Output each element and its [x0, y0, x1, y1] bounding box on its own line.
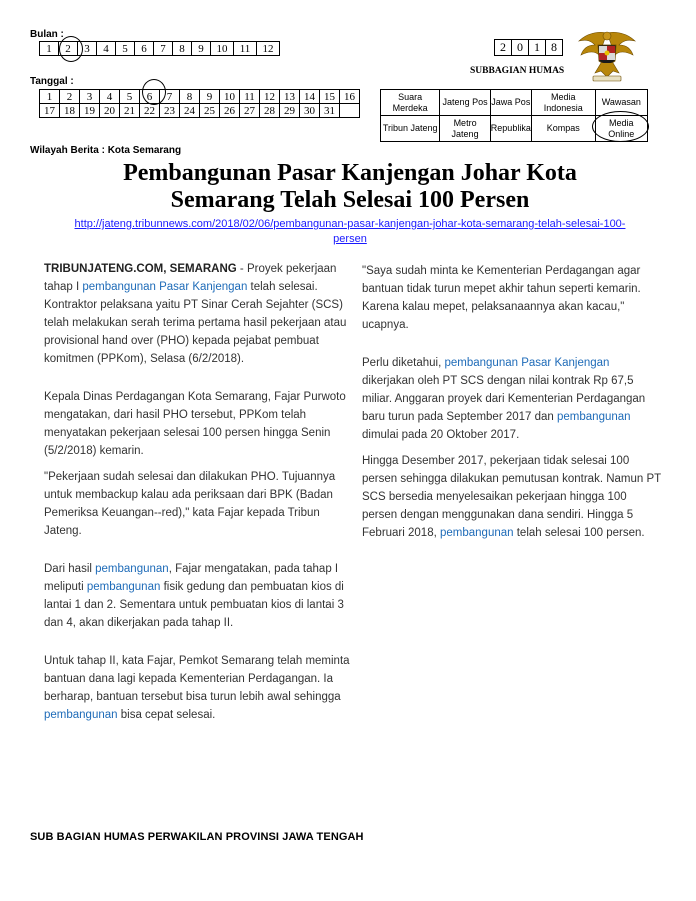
day-cell-10: 10: [220, 90, 240, 104]
article-url-link[interactable]: [30, 217, 670, 247]
paragraph-7: Perlu diketahui, pembangunan Pasar Kanjengan dikerjakan oleh PT SCS dengan nilai kontrak Rp 67,5 miliar. Anggaran proyek dari Kementerian Perdagangan baru turun pada September 2017 dan pembangunan dimulai pada 20 Oktober 2017.: [362, 357, 646, 441]
day-cell-17: 17: [40, 104, 60, 118]
media-cell-jawa-pos: Jawa Pos: [490, 90, 531, 116]
month-cell-6: 6: [135, 42, 154, 56]
paragraph-1: TRIBUNJATENG.COM, SEMARANG - Proyek pekerjaan tahap I pembangunan Pasar Kanjengan telah selesai. Kontraktor pelaksana yaitu PT Sinar Cerah Sejahter (SCS) telah melakukan serah terima pertama hasil pekerjaan atau provisional hand over (PHO) kepada pejabat pembuat komitmen (PPKom), Selasa (6/2/2018).: [44, 263, 347, 365]
media-cell-metro-jateng: Metro Jateng: [440, 116, 490, 142]
pembangunan-link[interactable]: pembangunan: [44, 709, 118, 721]
day-cell-11: 11: [240, 90, 260, 104]
selected-month-circle: [59, 36, 83, 62]
day-cell-7: 7: [160, 90, 180, 104]
month-cell-3: 3: [78, 42, 97, 56]
paragraph-8: Hingga Desember 2017, pekerjaan tidak selesai 100 persen sehingga dilakukan pemutusan kontrak. Namun PT SCS bersedia menyelesaikan pekerjaan hingga 100 persen dengan menggunakan dana sendiri. Hingga 5 Februari 2018, pembangunan telah selesai 100 persen.: [362, 455, 661, 539]
day-cell-31: 31: [320, 104, 340, 118]
pembangunan-link[interactable]: pembangunan: [95, 563, 169, 575]
article-right-column: [362, 262, 662, 542]
day-cell-21: 21: [120, 104, 140, 118]
day-cell-30: 30: [300, 104, 320, 118]
month-cell-10: 10: [211, 42, 234, 56]
title-line-2: Semarang Telah Selesai 100 Persen: [170, 187, 530, 213]
media-cell-kompas: Kompas: [531, 116, 595, 142]
media-cell-wawasan: Wawasan: [595, 90, 647, 116]
media-cell-media-indonesia: Media Indonesia: [531, 90, 595, 116]
selected-day-circle: [142, 79, 166, 105]
wilayah-berita: Wilayah Berita : Kota Semarang: [30, 145, 182, 156]
day-cell-26: 26: [220, 104, 240, 118]
day-cell-1: 1: [40, 90, 60, 104]
day-cell-14: 14: [300, 90, 320, 104]
article-left-column: [44, 260, 356, 724]
month-cell-11: 11: [234, 42, 257, 56]
month-cell-8: 8: [173, 42, 192, 56]
title-line-1: Pembangunan Pasar Kanjengan Johar Kota: [123, 160, 577, 186]
month-cell-12: 12: [257, 42, 280, 56]
footer-text: SUB BAGIAN HUMAS PERWAKILAN PROVINSI JAWA TENGAH: [30, 831, 364, 843]
year-digit-3: 8: [546, 40, 563, 56]
day-cell-16: 16: [340, 90, 360, 104]
day-cell-18: 18: [60, 104, 80, 118]
url-line-1[interactable]: http://jateng.tribunnews.com/2018/02/06/pembangunan-pasar-kanjengan-johar-kota-semarang-telah-selesai-100-: [74, 218, 626, 230]
selected-media-circle: [592, 111, 649, 142]
garuda-emblem-icon: [577, 27, 637, 85]
media-cell-tribun-jateng: Tribun Jateng: [381, 116, 440, 142]
year-digit-1: 0: [512, 40, 529, 56]
article-title: [40, 160, 660, 214]
paragraph-5: Untuk tahap II, kata Fajar, Pemkot Semarang telah meminta bantuan dana lagi kepada Kementerian Perdagangan. Ia berharap, bantuan tersebut bisa turun lebih awal sehingga pembangunan bisa cepat selesai.: [44, 655, 350, 721]
day-cell-empty: [340, 104, 360, 118]
pembangunan-link[interactable]: pembangunan: [440, 527, 514, 539]
year-box: [494, 39, 563, 56]
day-cell-2: 2: [60, 90, 80, 104]
pasar-kanjengan-link[interactable]: pembangunan Pasar Kanjengan: [444, 357, 610, 369]
day-cell-24: 24: [180, 104, 200, 118]
year-digit-2: 1: [529, 40, 546, 56]
url-line-2[interactable]: persen: [333, 233, 367, 245]
day-cell-15: 15: [320, 90, 340, 104]
day-cell-23: 23: [160, 104, 180, 118]
day-cell-29: 29: [280, 104, 300, 118]
day-cell-9: 9: [200, 90, 220, 104]
month-cell-5: 5: [116, 42, 135, 56]
month-cell-1: 1: [40, 42, 59, 56]
paragraph-6: "Saya sudah minta ke Kementerian Perdagangan agar bantuan tidak turun mepet akhir tahun seperti kemarin. Karena kalau mepet, pelaksanaannya akan kacau," ucapnya.: [362, 265, 641, 331]
month-cell-9: 9: [192, 42, 211, 56]
media-cell-suara-merdeka: Suara Merdeka: [381, 90, 440, 116]
day-cell-22: 22: [140, 104, 160, 118]
pasar-kanjengan-link[interactable]: pembangunan Pasar Kanjengan: [82, 281, 248, 293]
day-cell-4: 4: [100, 90, 120, 104]
media-cell-republika: Republika: [490, 116, 531, 142]
day-cell-20: 20: [100, 104, 120, 118]
paragraph-3: "Pekerjaan sudah selesai dan dilakukan PHO. Tujuannya untuk membackup kalau ada periksaan dari BPK (Badan Pemeriksa Keuangan--red)," kata Fajar kepada Tribun Jateng.: [44, 471, 336, 537]
paragraph-4: Dari hasil pembangunan, Fajar mengatakan, pada tahap I meliputi pembangunan fisik gedung dan pembuatan kios di lantai 1 dan 2. Sementara untuk pembuatan kios di lantai 3 dan 4, akan dikerjakan pada tahap II.: [44, 563, 344, 629]
day-cell-25: 25: [200, 104, 220, 118]
month-cell-4: 4: [97, 42, 116, 56]
tanggal-label: Tanggal :: [30, 76, 74, 87]
day-cell-19: 19: [80, 104, 100, 118]
month-cell-2: 2: [59, 42, 78, 56]
pembangunan-link[interactable]: pembangunan: [86, 581, 161, 593]
year-digit-0: 2: [495, 40, 512, 56]
day-cell-28: 28: [260, 104, 280, 118]
paragraph-2: Kepala Dinas Perdagangan Kota Semarang, Fajar Purwoto mengatakan, dari hasil PHO tersebut, PPKom telah menyatakan pekerjaan selesai 100 persen hingga Senin (5/2/2018) kemarin.: [44, 391, 346, 457]
day-cell-5: 5: [120, 90, 140, 104]
media-cell-jateng-pos: Jateng Pos: [440, 90, 490, 116]
day-cell-3: 3: [80, 90, 100, 104]
news-source: TRIBUNJATENG.COM, SEMARANG: [44, 263, 237, 275]
day-cell-12: 12: [260, 90, 280, 104]
day-cell-27: 27: [240, 104, 260, 118]
day-grid: [39, 89, 360, 118]
day-cell-6: 6: [140, 90, 160, 104]
day-cell-13: 13: [280, 90, 300, 104]
pembangunan-link[interactable]: pembangunan: [557, 411, 631, 423]
bulan-label: Bulan :: [30, 29, 64, 40]
media-cell-media-online: Media Online: [595, 116, 647, 142]
subbagian-humas-label: SUBBAGIAN HUMAS: [470, 66, 565, 76]
month-cell-7: 7: [154, 42, 173, 56]
day-cell-8: 8: [180, 90, 200, 104]
